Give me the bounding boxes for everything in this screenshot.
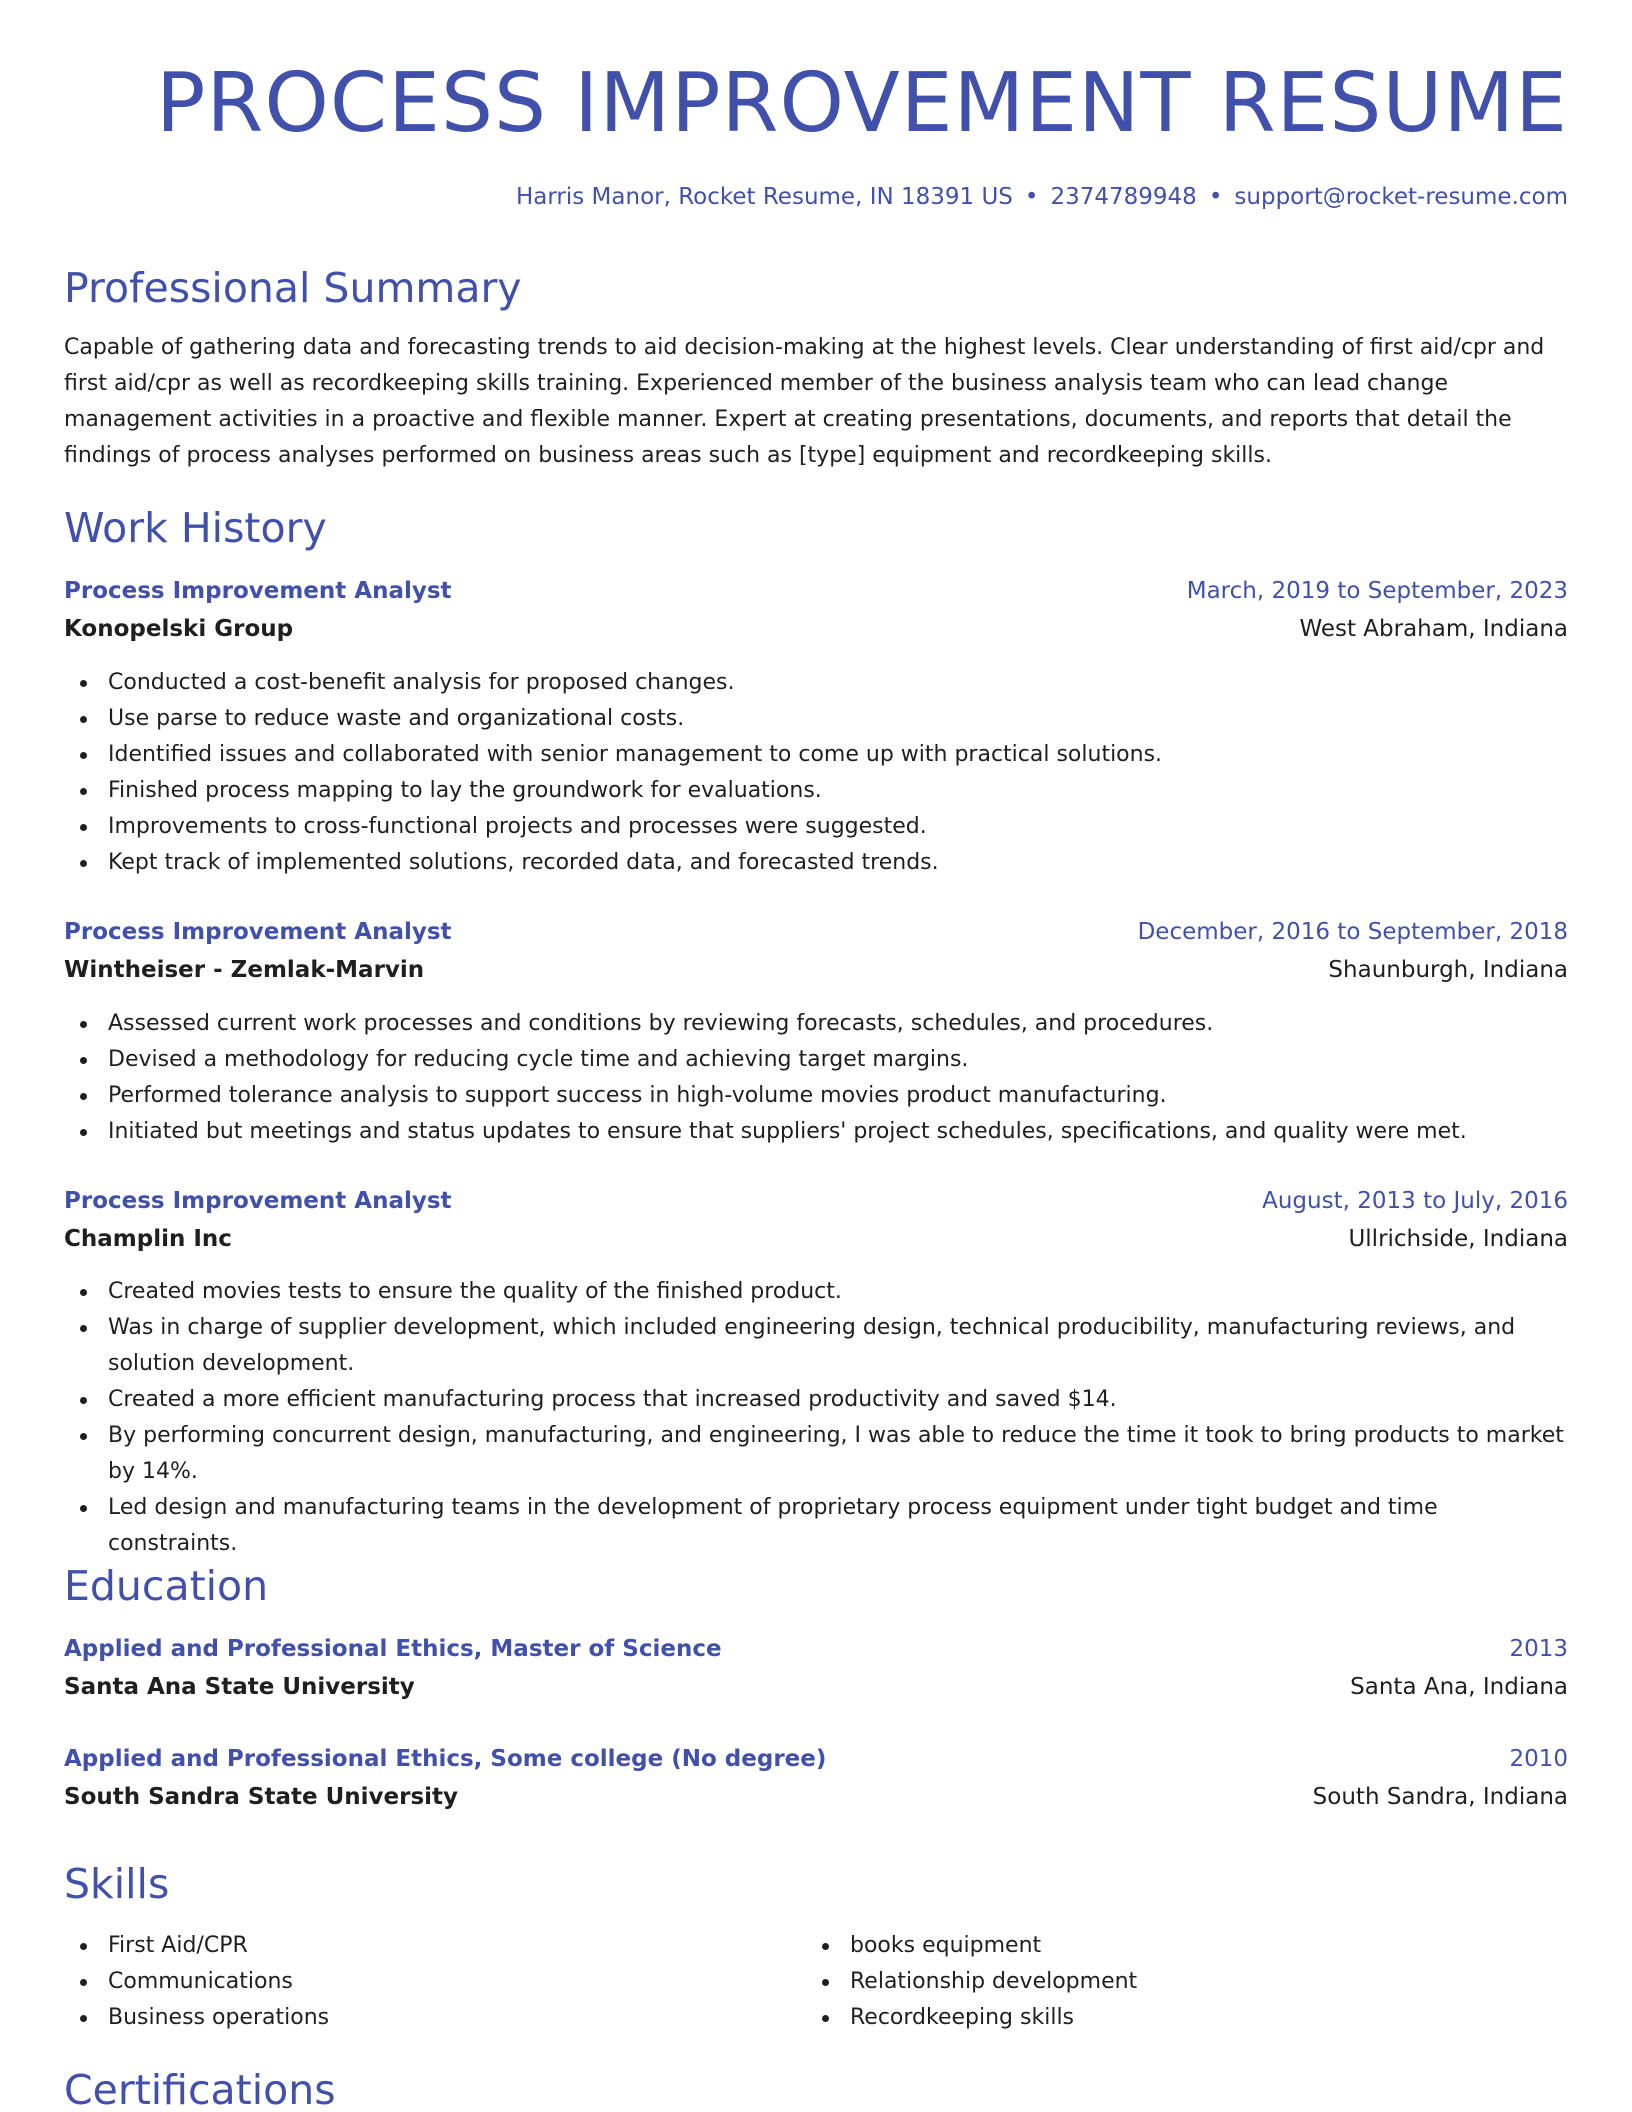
job-company-row — [64, 951, 1568, 989]
contact-separator: • — [1208, 184, 1223, 210]
education-school: South Sandra State University — [64, 1784, 459, 1810]
contact-address: Harris Manor, Rocket Resume, IN 18391 US — [515, 184, 1013, 210]
job-location: Shaunburgh, Indiana — [1328, 957, 1568, 983]
list-item: By performing concurrent design, manufacturing, and engineering, I was able to reduce the time it took to bring products to market by 14%. — [64, 1418, 1568, 1490]
section-heading-skills: Skills — [64, 1860, 170, 1908]
section-heading-education: Education — [64, 1562, 269, 1610]
education-school-row — [64, 1778, 1568, 1816]
job-dates: December, 2016 to September, 2018 — [1137, 919, 1568, 945]
education-location: South Sandra, Indiana — [1312, 1784, 1568, 1810]
section-heading-certifications: Certifications — [64, 2066, 336, 2112]
skill-item: First Aid/CPR — [64, 1928, 329, 1964]
resume-page — [64, 0, 1568, 2112]
list-item: Was in charge of supplier development, which included engineering design, technical producibility, manufacturing reviews, and solution development. — [64, 1310, 1568, 1382]
list-item: Improvements to cross-functional projects and processes were suggested. — [64, 809, 1568, 845]
summary-text: Capable of gathering data and forecasting trends to aid decision-making at the highest levels. Clear understanding of first aid/cpr and first aid/cpr as well as recordkeeping skills training. Experienced member of the business analysis team who can lead change management activities in a proactive and flexible manner. Expert at creating presentations, documents, and reports that detail the findings of process analyses performed on business areas such as [type] equipment and recordkeeping skills. — [64, 335, 1545, 468]
job-bullets — [64, 1274, 1568, 1562]
list-item: Assessed current work processes and conditions by reviewing forecasts, schedules, and procedures. — [64, 1006, 1568, 1042]
job-bullets — [64, 665, 1568, 881]
job-location: West Abraham, Indiana — [1299, 616, 1568, 642]
job-company: Wintheiser - Zemlak-Marvin — [64, 957, 425, 983]
job-title-row — [64, 913, 1568, 951]
education-degree: Applied and Professional Ethics, Master of Science — [64, 1636, 722, 1662]
education-degree: Applied and Professional Ethics, Some college (No degree) — [64, 1746, 827, 1772]
list-item: Identified issues and collaborated with senior management to come up with practical solutions. — [64, 737, 1568, 773]
list-item: Use parse to reduce waste and organizational costs. — [64, 701, 1568, 737]
resume-title: PROCESS IMPROVEMENT RESUME — [155, 56, 1568, 151]
contact-phone: 2374789948 — [1050, 184, 1197, 210]
skills-list-right — [806, 1928, 1137, 2036]
job-title: Process Improvement Analyst — [64, 578, 452, 604]
education-year: 2010 — [1509, 1746, 1568, 1772]
job-location: Ullrichside, Indiana — [1348, 1226, 1568, 1252]
list-item: Conducted a cost-benefit analysis for proposed changes. — [64, 665, 1568, 701]
contact-separator: • — [1024, 184, 1039, 210]
list-item: Finished process mapping to lay the groundwork for evaluations. — [64, 773, 1568, 809]
job-title: Process Improvement Analyst — [64, 919, 452, 945]
contact-email: support@rocket-resume.com — [1234, 184, 1568, 210]
skills-list-left — [64, 1928, 329, 2036]
list-item: Initiated but meetings and status updates to ensure that suppliers' project schedules, specifications, and quality were met. — [64, 1114, 1568, 1150]
job-company: Konopelski Group — [64, 616, 294, 642]
education-degree-row — [64, 1630, 1568, 1668]
section-heading-summary: Professional Summary — [64, 264, 522, 312]
job-title: Process Improvement Analyst — [64, 1188, 452, 1214]
section-heading-work: Work History — [64, 504, 327, 552]
job-company-row — [64, 1220, 1568, 1258]
education-year: 2013 — [1509, 1636, 1568, 1662]
list-item: Led design and manufacturing teams in the development of proprietary process equipment under tight budget and time constraints. — [64, 1490, 1568, 1562]
skill-item: Communications — [64, 1964, 329, 2000]
list-item: Kept track of implemented solutions, recorded data, and forecasted trends. — [64, 845, 1568, 881]
education-school-row — [64, 1668, 1568, 1706]
job-dates: March, 2019 to September, 2023 — [1186, 578, 1568, 604]
skill-item: Business operations — [64, 2000, 329, 2036]
skill-item: books equipment — [806, 1928, 1137, 1964]
list-item: Devised a methodology for reducing cycle time and achieving target margins. — [64, 1042, 1568, 1078]
list-item: Performed tolerance analysis to support success in high-volume movies product manufacturing. — [64, 1078, 1568, 1114]
job-title-row — [64, 572, 1568, 610]
job-bullets — [64, 1006, 1568, 1150]
list-item: Created movies tests to ensure the quality of the finished product. — [64, 1274, 1568, 1310]
job-title-row — [64, 1182, 1568, 1220]
education-location: Santa Ana, Indiana — [1350, 1674, 1568, 1700]
skill-item: Recordkeeping skills — [806, 2000, 1137, 2036]
education-degree-row — [64, 1740, 1568, 1778]
job-company: Champlin Inc — [64, 1226, 232, 1252]
education-school: Santa Ana State University — [64, 1674, 415, 1700]
job-company-row — [64, 610, 1568, 648]
list-item: Created a more efficient manufacturing process that increased productivity and saved $14. — [64, 1382, 1568, 1418]
job-dates: August, 2013 to July, 2016 — [1262, 1188, 1568, 1214]
skill-item: Relationship development — [806, 1964, 1137, 2000]
contact-line — [516, 180, 1568, 214]
